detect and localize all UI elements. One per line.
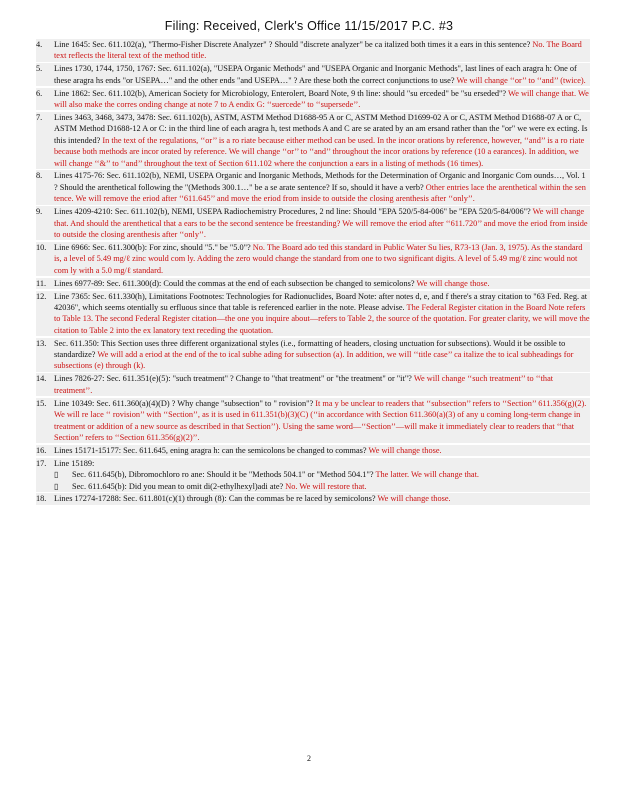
- item-number: 4.: [36, 40, 43, 49]
- item-number: 11.: [36, 278, 47, 288]
- list-item: [36, 338, 590, 372]
- item-question: Line 1862: Sec. 611.102(b), American Society for Microbiology, Enterolert, Board Note, 9 th line: should "su erceded" be "su erseded"?: [54, 88, 507, 98]
- list-item: [36, 112, 590, 169]
- item-response: We will change those.: [377, 494, 451, 504]
- bullet-icon: ▯: [54, 470, 59, 480]
- item-response: We will change those.: [416, 278, 490, 288]
- item-question: Lines 17274-17288: Sec. 611.801(c)(1) through (8): Can the commas be re laced by semicolons?: [54, 494, 376, 504]
- item-number: 9.: [36, 207, 43, 217]
- item-number: 16.: [36, 445, 47, 455]
- item-response: The Federal Register citation in the Board Note refers to Table 13. The second Federal Register citation—the one you inquire about—refers to Table 2, the source of the quotation. For greater clarity, we will move the citation to Table 2 into the ex lanatory text receding the quotation.: [54, 302, 590, 335]
- item-question: Line 10349: Sec. 611.360(a)(4)(D) ? Why change "subsection" to " rovision"?: [54, 398, 314, 408]
- list-item: [36, 493, 590, 504]
- sub-response: The latter. We will change that.: [375, 470, 479, 480]
- item-response: No. The Board ado ted this standard in Public Water Su lies, R73-13 (Jan. 3, 1975). As the standard is, a level of 5.49 mg/ℓ zinc would com ly. Adding the zero would change the standard from one to two significant digits. A level of 5.49 mg/ℓ zinc would not com ly with a 5.0 mg/ℓ standard.: [54, 242, 583, 275]
- list-item: [36, 63, 590, 86]
- item-question: Lines 1730, 1744, 1750, 1767: Sec. 611.102(a), "USEPA Organic Methods" and "USEPA Organic and Inorganic Methods", last lines of each aragra h: One of these aragra hs ends "or USEPA…" and the other ends "and USEPA…" ? Are these both the correct conjunctions to use?: [54, 64, 577, 85]
- item-question: Sec. 611.350: This Section uses three different organizational styles (i.e., formatting of headers, closing unctuation for subsections). Would it be ossible to standardize?: [54, 338, 566, 360]
- list-item: [36, 373, 590, 396]
- item-question: Lines 4209-4210: Sec. 611.102(b), NEMI, USEPA Radiochemistry Procedures, 2 nd line: Should "EPA 520/5-84-006" be "EPA 520/5-84/006"?: [54, 207, 531, 217]
- list-item: [36, 206, 590, 240]
- item-response: No. The Board text reflects the literal text of the method title.: [54, 40, 582, 61]
- page-number: 2: [307, 754, 311, 763]
- item-question: Lines 6977-89: Sec. 611.300(d): Could the commas at the end of each subsection be changed to semicolons?: [54, 278, 415, 288]
- sub-bullet: [54, 469, 590, 480]
- item-question: Line 6966: Sec. 611.300(b): For zinc, should "5." be "5.0"?: [54, 242, 251, 252]
- item-number: 15.: [36, 398, 47, 408]
- item-response: We will change those.: [368, 445, 442, 455]
- list-item: [36, 458, 590, 492]
- sub-question: Sec. 611.645(b): Did you mean to omit di(2-ethylhexyl)adi ate?: [72, 481, 284, 491]
- item-question: Lines 15171-15177: Sec. 611.645, ening aragra h: can the semicolons be changed to commas?: [54, 445, 367, 455]
- item-number: 10.: [36, 242, 47, 252]
- item-response: We will change that. And should the arenthetical that a ears to be the second sentence be freestanding? We will remove the eriod after ‘‘611.720’’ and move the eriod from inside to outside the closing arenthesis after ‘‘only’’.: [54, 207, 588, 239]
- list-item: [36, 278, 590, 289]
- item-question: Line 15189:: [54, 458, 95, 468]
- item-number: 7.: [36, 112, 43, 122]
- item-number: 14.: [36, 374, 47, 384]
- item-question: Line 1645: Sec. 611.102(a), "Thermo-Fisher Discrete Analyzer" ? Should "discrete analyzer" be ca italized both times it a ears in this sentence?: [54, 40, 531, 49]
- sub-response: No. We will restore that.: [285, 481, 367, 491]
- item-number: 13.: [36, 338, 47, 348]
- list-item: [36, 88, 590, 111]
- comment-list: [36, 39, 590, 506]
- item-number: 18.: [36, 494, 47, 504]
- item-response: Other entries lace the arenthetical within the sen tence. We will remove the eriod after ‘‘611.645’’ and move the eriod from inside to outside the closing arenthesis after ‘‘only’’.: [54, 182, 586, 204]
- item-number: 17.: [36, 458, 47, 468]
- item-question: Lines 3463, 3468, 3473, 3478: Sec. 611.102(b), ASTM, ASTM Method D1688-95 A or C, ASTM Method D1699-02 A or C, ASTM Method D1688-07 A or C, ASTM Method D1688-12 A or C: in the third line of each aragra h, test methods A and C are se arated by an am ersand rather than the "or" we were ex ecting. Is this intended?: [54, 112, 588, 145]
- item-question: Line 7365: Sec. 611.330(h), Limitations Footnotes: Technologies for Radionuclides, Board Note: after notes d, e, and f there's a stray citation to "63 Fed. Reg. at 42036", which seems otentially su erfluous since that table is referenced earlier in the note. Please advise.: [54, 291, 588, 312]
- item-response: We will change ‘‘or’’ to ‘‘and’’ (twice).: [456, 75, 586, 85]
- bullet-icon: ▯: [54, 481, 59, 491]
- list-item: [36, 445, 590, 456]
- item-question: Lines 4175-76: Sec. 611.102(b), NEMI, USEPA Organic and Inorganic Methods, Methods for the Determination of Organic and Inorganic Com ounds…, Vol. 1 ? Should the arenthetical following the "(Methods 300.1…" be a se arate sentence? If so, should it have a verb?: [54, 171, 586, 192]
- list-item: [36, 170, 590, 204]
- item-question: Lines 7826-27: Sec. 611.351(e)(5): "such treatment" ? Change to "that treatment" or "the treatment" or "it"?: [54, 374, 412, 384]
- item-response: We will add a eriod at the end of the to ical subhe ading for subsection (a). In addition, we will ‘‘title case’’ ca italize the to ical subheadings for subsections (e) through (k).: [54, 350, 574, 371]
- list-item: [36, 291, 590, 337]
- item-number: 8.: [36, 171, 43, 181]
- item-response: In the text of the regulations, ‘‘or’’ is a ro riate because either method can be used. In the incor orations by reference, however, ‘‘and’’ is a ro riate because both methods are incor orated by reference. We will change ‘‘or’’ to ‘‘and’’ throughout the incor orations by reference (10 a earances). In addition, we will change ‘‘&’’ to ‘‘and’’ throughout the text of Section 611.102 where the conjunction a ears in a listing of methods (16 times).: [54, 135, 585, 168]
- list-item: [36, 398, 590, 444]
- item-response: We will change that. We will also make the corres onding change at note 7 to A endix G: ‘‘suercede’’ to ‘‘supersede’’.: [54, 88, 589, 110]
- item-number: 5.: [36, 64, 43, 74]
- sub-bullet: [54, 481, 590, 492]
- item-number: 12.: [36, 291, 47, 301]
- list-item: [36, 242, 590, 276]
- sub-question: Sec. 611.645(b), Dibromochloro ro ane: Should it be "Methods 504.1" or "Method 504.1"?: [72, 470, 374, 480]
- item-number: 6.: [36, 88, 43, 98]
- filing-stamp-header: Filing: Received, Clerk's Office 11/15/2017 P.C. #3: [164, 19, 454, 33]
- list-item: [36, 39, 590, 62]
- item-response: We will change ‘‘such treatment’’ to ‘‘that treatment’’.: [54, 374, 554, 395]
- item-response: It ma y be unclear to readers that ‘‘subsection’’ refers to ‘‘Section’’ 611.356(g)(2). We will re lace ‘‘ rovision’’ with ‘‘Section’’, as it is used in 611.351(b)(3)(C) (‘‘in accordance with Section 611.360(a)(3) of any u coming long-term change in treatment or addition of a new source as described in that Section’’). Using the same word—‘‘Section’’—will make it immediately clear to readers that ‘‘that Section’’ refers to ‘‘Section 611.356(g)(2)’’.: [54, 398, 587, 442]
